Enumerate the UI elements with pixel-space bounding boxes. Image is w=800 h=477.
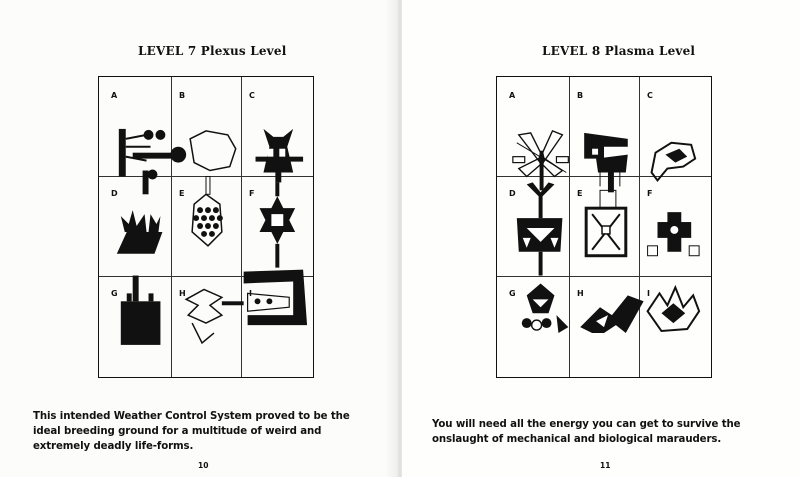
cell-label-i: I bbox=[249, 289, 252, 298]
page-number: 11 bbox=[600, 461, 611, 470]
cell-label-f: F bbox=[647, 189, 653, 198]
cell-label-c: C bbox=[647, 91, 653, 100]
cell-label-i: I bbox=[647, 289, 650, 298]
cell-label-f: F bbox=[249, 189, 255, 198]
cell-label-a: A bbox=[111, 91, 118, 100]
cell-label-h: H bbox=[577, 289, 584, 298]
cell-label-e: E bbox=[577, 189, 583, 198]
cell-label-b: B bbox=[577, 91, 584, 100]
level-8-map bbox=[496, 76, 712, 378]
cell-label-d: D bbox=[509, 189, 516, 198]
right-page bbox=[402, 0, 800, 477]
level-7-caption: This intended Weather Control System proved to be the ideal breeding ground for a multitude of weird and extremely deadly life-forms. bbox=[33, 411, 350, 452]
left-page bbox=[0, 0, 398, 477]
level-8-maze-artwork bbox=[497, 77, 711, 377]
cell-label-c: C bbox=[249, 91, 255, 100]
cell-label-g: G bbox=[509, 289, 516, 298]
level-8-caption: You will need all the energy you can get to survive the onslaught of mechanical and biological marauders. bbox=[432, 419, 741, 445]
cell-label-g: G bbox=[111, 289, 118, 298]
cell-label-h: H bbox=[179, 289, 186, 298]
level-7-maze-artwork bbox=[99, 77, 313, 377]
level-8-title: LEVEL 8 Plasma Level bbox=[542, 44, 696, 58]
cell-label-a: A bbox=[509, 91, 516, 100]
cell-label-e: E bbox=[179, 189, 185, 198]
level-7-title: LEVEL 7 Plexus Level bbox=[138, 44, 287, 58]
level-7-map bbox=[98, 76, 314, 378]
cell-label-d: D bbox=[111, 189, 118, 198]
cell-label-b: B bbox=[179, 91, 186, 100]
page-number: 10 bbox=[198, 461, 209, 470]
